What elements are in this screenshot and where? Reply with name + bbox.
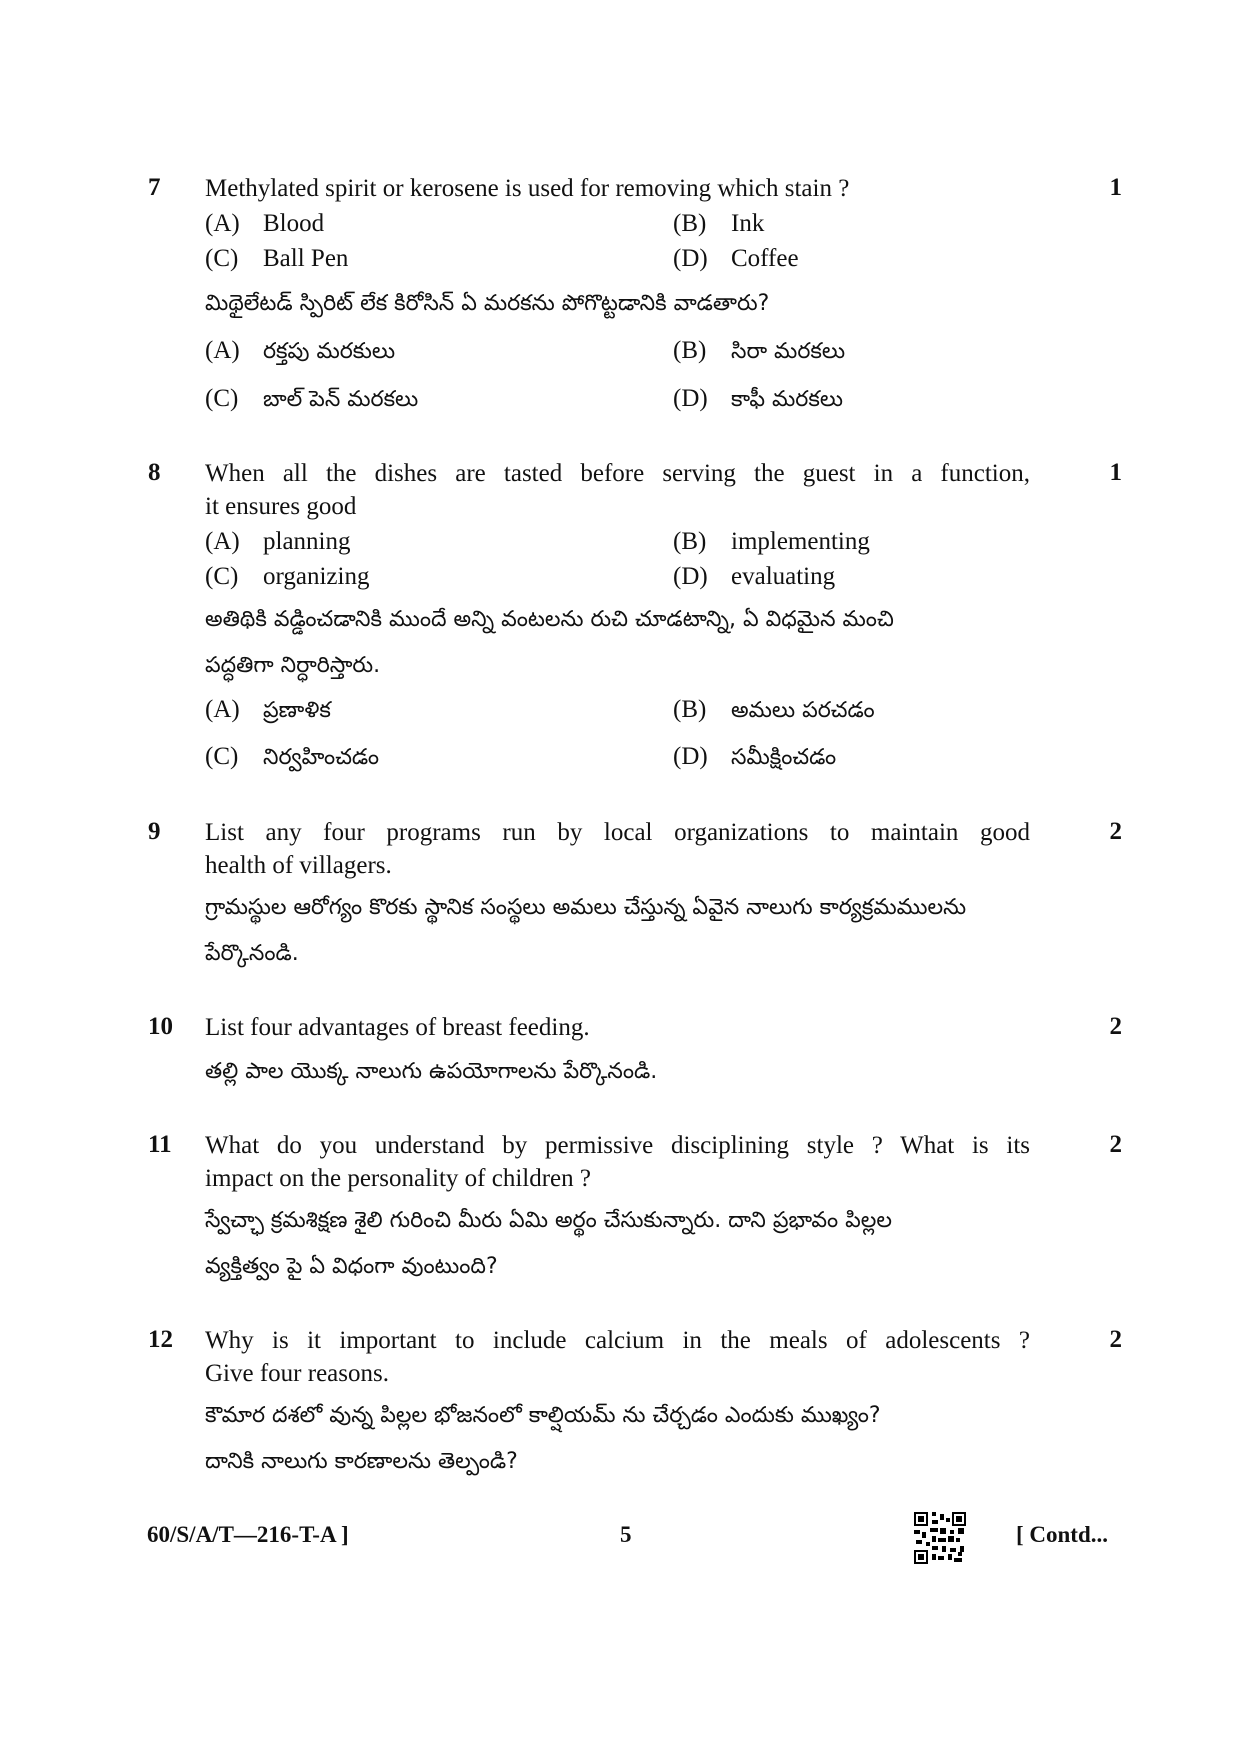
question-marks: 2: [1109, 818, 1122, 845]
question-text-te: మిథైలేటడ్ స్పిరిట్ లేక కిరోసిన్ ఏ మరకను పోగొట్టడానికి వాడతారు?: [205, 291, 770, 316]
option-a-en: (A) Blood: [205, 210, 325, 237]
paper-code: 60/S/A/T—216-T-A ]: [147, 1522, 349, 1547]
question-marks: 2: [1109, 1131, 1122, 1158]
question-text-te-line-1: గ్రామస్థుల ఆరోగ్యం కొరకు స్థానిక సంస్థలు అమలు చేస్తున్న ఏవైన నాలుగు కార్యక్రమములను: [205, 895, 967, 920]
option-a-en: (A) planning: [205, 528, 351, 555]
page-number: 5: [620, 1522, 632, 1547]
option-d-te: (D) కాఫీ మరకలు: [673, 385, 844, 412]
question-text-te-line-1: స్వేచ్ఛా క్రమశిక్షణ శైలి గురించి మీరు ఏమి అర్థం చేసుకున్నారు. దాని ప్రభావం పిల్లల: [205, 1208, 892, 1233]
question-text-te-line-1: అతిథికి వడ్డించడానికి ముందే అన్ని వంటలను రుచి చూడటాన్ని, ఏ విధమైన మంచి: [205, 607, 894, 632]
question-text-en: List four advantages of breast feeding.: [205, 1014, 590, 1041]
question-number: 11: [148, 1131, 172, 1158]
question-text-en-line-1: What do you understand by permissive disciplining style ? What is its: [205, 1132, 1030, 1159]
question-text-te: తల్లి పాల యొక్క నాలుగు ఉపయోగాలను పేర్కొనండి.: [205, 1059, 658, 1084]
question-marks: 2: [1109, 1326, 1122, 1353]
option-b-en: (B) Ink: [673, 210, 765, 237]
question-text-en-line-2: it ensures good: [205, 493, 357, 520]
question-text-en: Methylated spirit or kerosene is used for removing which stain ?: [205, 175, 850, 202]
option-d-en: (D) Coffee: [673, 245, 799, 272]
question-text-en-line-2: impact on the personality of children ?: [205, 1165, 591, 1192]
option-c-te: (C) బాల్ పెన్ మరకలు: [205, 385, 419, 412]
option-a-te: (A) రక్తపు మరకులు: [205, 337, 396, 364]
option-b-te: (B) అమలు పరచడం: [673, 696, 875, 723]
question-text-en-line-2: Give four reasons.: [205, 1360, 389, 1387]
question-number: 10: [148, 1013, 173, 1040]
question-number: 8: [148, 459, 161, 486]
question-number: 12: [148, 1326, 173, 1353]
option-c-en: (C) Ball Pen: [205, 245, 349, 272]
option-c-te: (C) నిర్వహించడం: [205, 743, 380, 770]
option-d-te: (D) సమీక్షించడం: [673, 743, 837, 770]
question-marks: 1: [1109, 174, 1122, 201]
question-text-en-line-1: List any four programs run by local organizations to maintain good: [205, 819, 1030, 846]
question-text-te-line-2: వ్యక్తిత్వం పై ఏ విధంగా వుంటుంది?: [205, 1254, 498, 1279]
continued-label: [ Contd...: [1016, 1522, 1109, 1547]
question-text-te-line-2: పద్ధతిగా నిర్ధారిస్తారు.: [205, 653, 381, 678]
question-text-te-line-2: పేర్కొనండి.: [205, 941, 299, 966]
question-text-en-line-2: health of villagers.: [205, 852, 392, 879]
question-number: 9: [148, 818, 161, 845]
option-d-en: (D) evaluating: [673, 563, 836, 590]
question-text-en-line-1: When all the dishes are tasted before serving the guest in a function,: [205, 460, 1030, 487]
question-text-te-line-2: దానికి నాలుగు కారణాలను తెల్పండి?: [205, 1449, 518, 1474]
qr-code-icon: [914, 1512, 966, 1564]
option-b-te: (B) సిరా మరకలు: [673, 337, 846, 364]
question-text-en-line-1: Why is it important to include calcium in the meals of adolescents ?: [205, 1327, 1030, 1354]
question-text-te-line-1: కౌమార దశలో వున్న పిల్లల భోజనంలో కాల్షియమ్ ను చేర్చడం ఎందుకు ముఖ్యం?: [205, 1403, 881, 1428]
question-marks: 1: [1109, 459, 1122, 486]
option-c-en: (C) organizing: [205, 563, 370, 590]
option-a-te: (A) ప్రణాళిక: [205, 696, 331, 723]
question-marks: 2: [1109, 1013, 1122, 1040]
option-b-en: (B) implementing: [673, 528, 870, 555]
question-number: 7: [148, 174, 161, 201]
